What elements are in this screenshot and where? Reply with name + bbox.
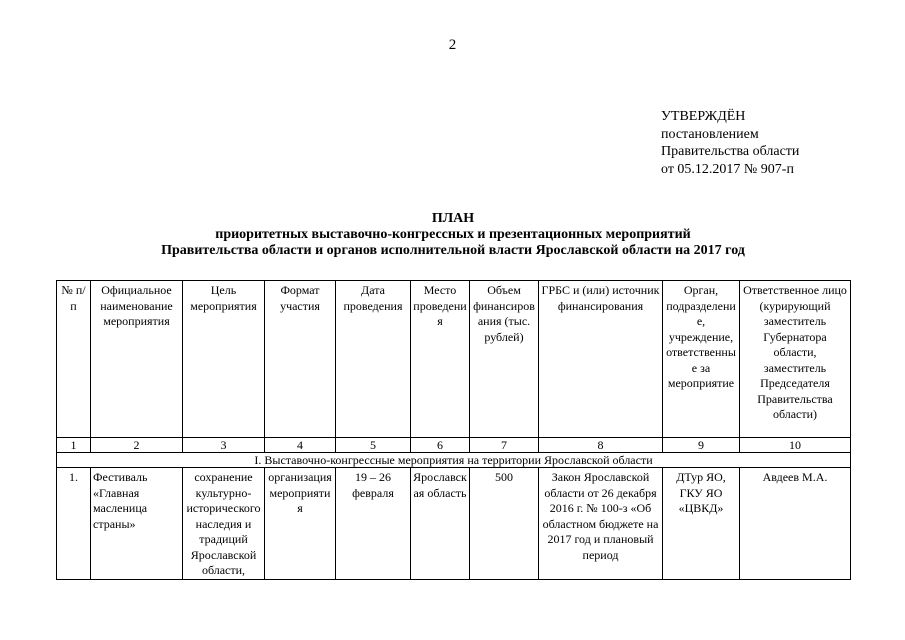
- column-number: 1: [57, 438, 91, 453]
- column-number: 5: [336, 438, 411, 453]
- section-row: [57, 453, 851, 468]
- approval-line: Правительства области: [661, 144, 800, 159]
- column-number: 8: [539, 438, 663, 453]
- responsible-body: ДТур ЯО, ГКУ ЯО «ЦВКД»: [663, 468, 740, 580]
- event-date: 19 – 26 февраля: [336, 468, 411, 580]
- header-cell: Дата проведения: [336, 281, 411, 438]
- column-number: 2: [91, 438, 183, 453]
- title-line: приоритетных выставочно-конгрессных и презентационных мероприятий: [215, 227, 691, 242]
- document-title: [56, 211, 850, 259]
- event-goal: сохранение культурно-исторического наследия и традиций Ярославской области,: [183, 468, 265, 580]
- header-cell: № п/п: [57, 281, 91, 438]
- column-number: 10: [740, 438, 851, 453]
- approval-block: [661, 108, 799, 178]
- funding-amount: 500: [470, 468, 539, 580]
- header-cell: Цель мероприятия: [183, 281, 265, 438]
- column-number-row: [57, 438, 851, 453]
- event-name: Фестиваль «Главная масленица страны»: [91, 468, 183, 580]
- header-cell: Ответственное лицо (курирующий заместитель Губернатора области, заместитель Председателя Правительства области): [740, 281, 851, 438]
- column-number: 4: [265, 438, 336, 453]
- title-line: Правительства области и органов исполнительной власти Ярославской области на 2017 год: [161, 243, 745, 258]
- row-number: 1.: [57, 468, 91, 580]
- column-number: 6: [411, 438, 470, 453]
- event-place: Ярославская область: [411, 468, 470, 580]
- plan-table: [56, 280, 851, 580]
- funding-source: Закон Ярославской области от 26 декабря 2016 г. № 100-з «Об областном бюджете на 2017 год и плановый период: [539, 468, 663, 580]
- column-number: 3: [183, 438, 265, 453]
- column-number: 9: [663, 438, 740, 453]
- header-cell: ГРБС и (или) источник финансирования: [539, 281, 663, 438]
- header-cell: Формат участия: [265, 281, 336, 438]
- responsible-person: Авдеев М.А.: [740, 468, 851, 580]
- header-cell: Объем финансирования (тыс. рублей): [470, 281, 539, 438]
- header-cell: Место проведения: [411, 281, 470, 438]
- approval-line: от 05.12.2017 № 907-п: [661, 161, 794, 177]
- approval-line: постановлением: [661, 126, 759, 142]
- header-cell: Орган, подразделение, учреждение, ответственные за мероприятие: [663, 281, 740, 438]
- header-row: [57, 281, 851, 438]
- column-number: 7: [470, 438, 539, 453]
- header-cell: Официальное наименование мероприятия: [91, 281, 183, 438]
- approval-line: УТВЕРЖДЁН: [661, 109, 746, 124]
- table-row: [57, 468, 851, 580]
- participation-format: организация мероприятия: [265, 468, 336, 580]
- section-title: I. Выставочно-конгрессные мероприятия на территории Ярославской области: [57, 453, 851, 468]
- page-number: 2: [448, 37, 457, 53]
- title-line: ПЛАН: [431, 211, 475, 226]
